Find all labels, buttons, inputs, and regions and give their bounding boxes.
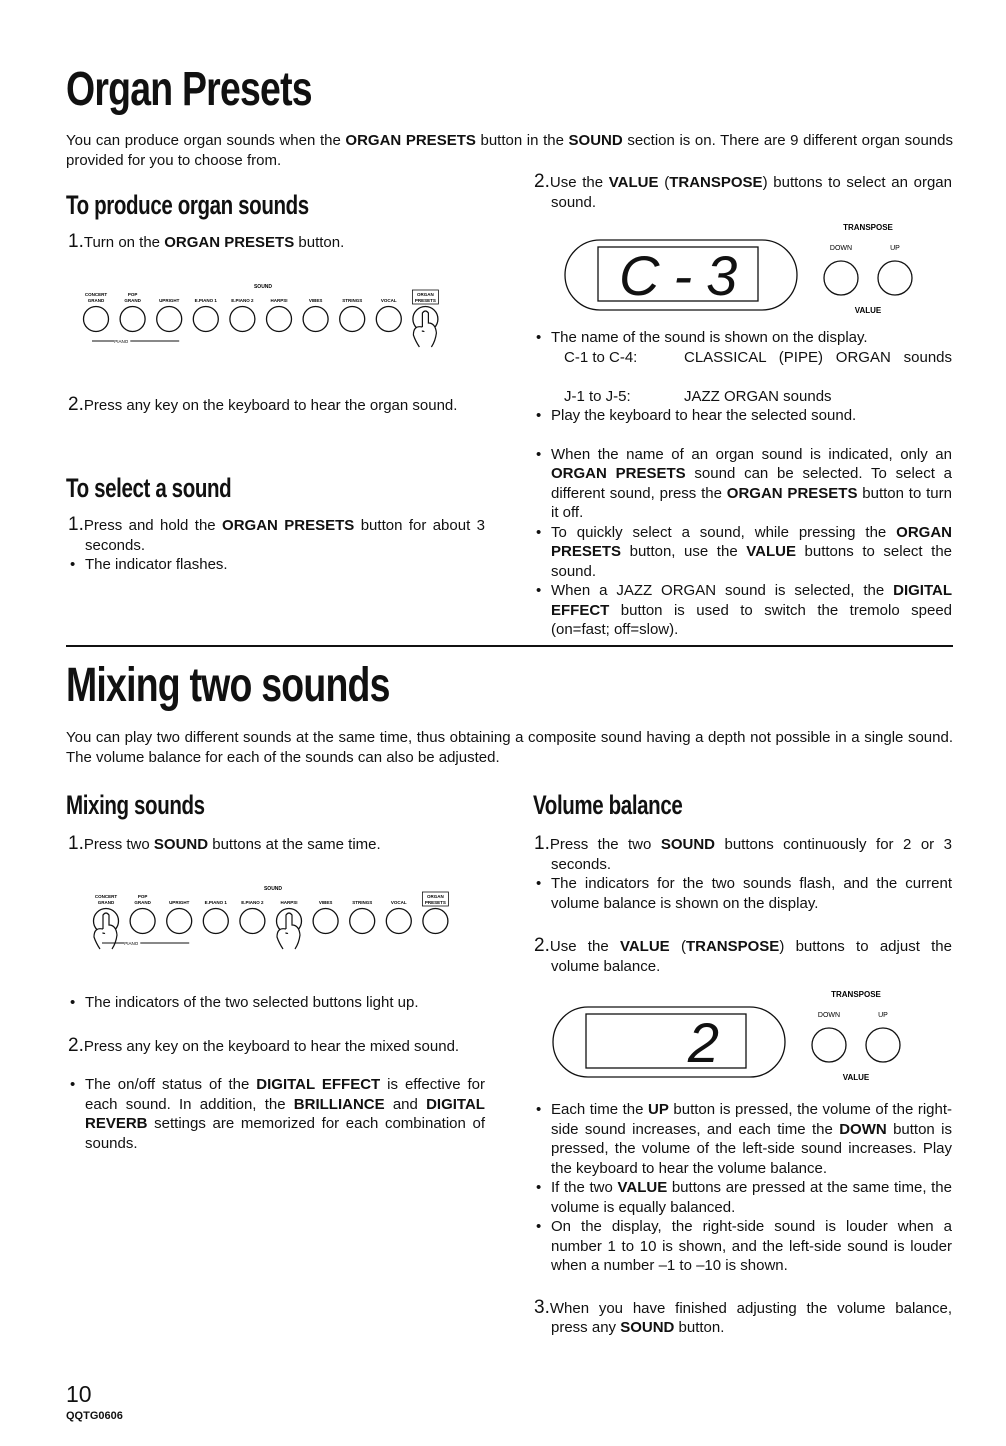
text-segment: 1. [68, 231, 84, 252]
text-segment: When a JAZZ ORGAN sound is selected, the [551, 582, 894, 599]
text-segment: The indicator flashes. [85, 556, 228, 573]
display-diagram [543, 982, 943, 1092]
bullet [534, 874, 952, 913]
button-label: E.PIANO 2 [241, 900, 264, 905]
text-segment: Press any key on the keyboard to hear the mixed sound. [83, 1037, 460, 1055]
text-segment: The on/off status of the [85, 1076, 257, 1093]
text-segment: 2. [68, 1034, 84, 1056]
text-segment: buttons are pressed at the same time, the volume is equally balanced. [551, 1179, 952, 1216]
intro-paragraph [66, 131, 953, 170]
organ-intro [66, 131, 953, 170]
down-label: DOWN [829, 245, 853, 252]
text-segment: Play the keyboard to hear the selected sound. [551, 407, 857, 424]
button-label: E.PIANO 1 [194, 298, 217, 303]
document-code: QQTG0606 [66, 1410, 123, 1422]
text-segment: Each time the [551, 1101, 649, 1118]
button-label: GRAND [134, 900, 151, 905]
text-segment: button to turn it off. [551, 484, 952, 521]
text-segment: sound can be selected. To select a different sound, press the [551, 465, 952, 502]
bullet [68, 993, 485, 1013]
button-label: PRESETS [424, 900, 446, 905]
transpose-label: TRANSPOSE [831, 990, 881, 999]
sound-buttons-diagram [80, 278, 470, 368]
text-segment: Turn on the [83, 234, 165, 251]
sound-section-label: SOUND [253, 284, 273, 290]
text-segment: is effective for each sound. In addition, the [85, 1076, 486, 1113]
sound-button-2 [157, 307, 182, 332]
sound-section-label: SOUND [263, 886, 283, 892]
text-segment: button. [294, 234, 345, 251]
text-segment: settings are memorized for each combination of sounds. [85, 1115, 485, 1152]
display-diagram [555, 215, 955, 325]
button-label: UPRIGHT [169, 900, 190, 905]
bold-term: TRANSPOSE [669, 174, 763, 191]
button-label: ORGAN [427, 894, 444, 899]
bullet [68, 555, 485, 575]
up-label: UP [890, 245, 900, 252]
bold-term: VALUE [608, 174, 659, 191]
button-label: PRESETS [414, 298, 436, 303]
text-segment: You can play two different sounds at the same time, thus obtaining a composite sound having a depth not possible in a single sound. The volume balance for each of the sounds can also be adjusted. [66, 729, 953, 766]
down-label: DOWN [817, 1012, 841, 1019]
text-segment: button is used to switch the tremolo speed (on=fast; off=slow). [551, 601, 952, 638]
text-segment: button. [674, 1319, 725, 1336]
bullet [534, 581, 952, 640]
bold-term: ORGAN PRESETS [726, 484, 858, 502]
value-down-button [812, 1028, 846, 1062]
step-3 [534, 1298, 952, 1338]
button-label: CONCERT [94, 894, 118, 899]
bold-term: SOUND [568, 132, 623, 149]
step-2 [534, 936, 952, 976]
text-segment: ( [658, 174, 670, 191]
bold-term: DOWN [839, 1120, 887, 1138]
step-1 [68, 515, 485, 555]
text-segment: buttons continuously for 2 or 3 seconds. [551, 836, 953, 873]
step-2 [68, 1036, 485, 1057]
button-label: GRAND [97, 900, 115, 905]
range-row: J-1 to J-5: JAZZ ORGAN sounds [564, 387, 832, 405]
value-down-button [824, 261, 858, 295]
page-number: 10 [66, 1381, 92, 1407]
heading-volume-balance: Volume balance [533, 790, 683, 820]
text-segment: section is on. There are 9 different organ sounds provided for you to choose from. [66, 132, 953, 169]
button-label: POP [137, 894, 148, 899]
text-segment: Press and hold the [83, 517, 223, 534]
sound-button-1 [120, 307, 145, 332]
text-segment: The name of the sound is shown on the display. [551, 329, 868, 346]
sound-button-7 [350, 909, 375, 934]
value-up-button [866, 1028, 900, 1062]
up-label: UP [878, 1012, 888, 1019]
range-row: C-1 to C-4: CLASSICAL (PIPE) ORGAN sounds [564, 348, 952, 366]
sound-buttons-diagram [92, 880, 482, 980]
text-segment: 2. [68, 394, 84, 415]
bold-term: VALUE [746, 543, 796, 560]
text-segment: Use the [549, 938, 620, 955]
button-label: CONCERT [84, 292, 108, 297]
button-label: E.PIANO 1 [204, 900, 227, 905]
sound-button-3 [193, 307, 218, 332]
button-label: UPRIGHT [159, 298, 180, 303]
text-segment: button for about 3 seconds. [85, 517, 485, 554]
bold-term: SOUND [660, 836, 716, 853]
step-1 [68, 834, 485, 855]
text-segment: ) buttons to select an organ sound. [551, 174, 952, 211]
sound-button-8 [386, 909, 411, 934]
text-segment: 1. [534, 833, 550, 854]
button-label: STRINGS [342, 298, 363, 303]
text-segment: ) buttons to adjust the volume balance. [551, 938, 952, 975]
text-segment: Press any key on the keyboard to hear the organ sound. [83, 397, 458, 414]
sound-button-2 [167, 909, 192, 934]
bold-term: VALUE [617, 1179, 668, 1196]
bold-term: SOUND [153, 836, 209, 853]
button-label: E.PIANO 2 [231, 298, 254, 303]
piano-group-label: PIANO [124, 941, 139, 946]
text-segment: On the display, the right-side sound is louder when a number 1 to 10 is shown, and the left-side sound is louder when a number –1 to –10 is shown. [551, 1218, 952, 1274]
transpose-label: TRANSPOSE [843, 223, 893, 232]
page-title-organ-presets: Organ Presets [66, 63, 312, 116]
text-segment: 1. [68, 514, 84, 535]
heading-select-sound: To select a sound [66, 473, 232, 503]
text-segment: If the two [551, 1179, 618, 1196]
bullet [534, 1178, 952, 1217]
step-1 [534, 834, 952, 874]
sound-button-7 [340, 307, 365, 332]
text-segment: Press two [83, 836, 154, 853]
text-segment: When the name of an organ sound is indicated, only an [551, 445, 952, 463]
bullet [534, 328, 952, 348]
bold-term: ORGAN PRESETS [164, 234, 295, 251]
bold-term: ORGAN PRESETS [345, 132, 476, 149]
text-segment: Press the two [549, 836, 661, 853]
button-label: GRAND [124, 298, 141, 303]
display-value: C-3 [619, 244, 752, 307]
intro-paragraph [66, 728, 953, 767]
text-segment: buttons at the same time. [208, 836, 381, 853]
sound-button-6 [313, 909, 338, 934]
value-label: VALUE [854, 306, 882, 315]
display-value: 2 [687, 1011, 733, 1074]
sound-button-9 [423, 909, 448, 934]
sound-button-4 [230, 307, 255, 332]
text-segment: When you have finished adjusting the volume balance, press any [549, 1299, 952, 1336]
heading-produce-organ-sounds: To produce organ sounds [66, 190, 309, 220]
button-label: GRAND [87, 298, 105, 303]
bold-term: UP [648, 1101, 669, 1118]
bold-term: VALUE [619, 938, 670, 955]
sound-button-4 [240, 909, 265, 934]
step-2 [534, 172, 952, 212]
sound-button-0 [84, 307, 109, 332]
text-segment: You can produce organ sounds when the [66, 132, 346, 149]
button-label: ORGAN [417, 292, 434, 297]
bold-term: ORGAN PRESETS [551, 465, 686, 482]
sound-button-5 [267, 307, 292, 332]
sound-button-1 [130, 909, 155, 934]
bold-term: DIGITAL EFFECT [256, 1076, 381, 1093]
bold-term: DIGITAL EFFECT [551, 582, 952, 619]
page-title-mixing: Mixing two sounds [66, 659, 390, 712]
sound-button-6 [303, 307, 328, 332]
bold-term: ORGAN PRESETS [551, 523, 952, 560]
text-segment: 2. [534, 171, 550, 192]
button-label: HARPSI [280, 900, 298, 905]
bullet [68, 1075, 485, 1153]
text-segment: button is pressed, the volume of the right-side sound increases, and each time the [551, 1101, 952, 1138]
text-segment: The indicators of the two selected buttons light up. [85, 994, 419, 1011]
button-label: STRINGS [352, 900, 373, 905]
section-divider [66, 645, 953, 647]
button-label: VIBES [318, 900, 333, 905]
sound-button-3 [203, 909, 228, 934]
button-label: HARPSI [270, 298, 288, 303]
bold-term: TRANSPOSE [685, 938, 780, 955]
text-segment: The indicators for the two sounds flash, and the current volume balance is shown on the display. [551, 875, 952, 912]
piano-group-label: PIANO [114, 339, 129, 344]
value-up-button [878, 261, 912, 295]
text-segment: button in the [475, 132, 569, 149]
bold-term: DIGITAL REVERB [85, 1095, 485, 1132]
bullet [534, 445, 952, 523]
text-segment: ( [669, 938, 686, 955]
text-segment: 3. [534, 1296, 550, 1318]
text-segment: buttons to select the sound. [551, 543, 953, 580]
text-segment: Use the [549, 174, 609, 191]
text-segment: button, use the [621, 543, 747, 560]
step-1 [68, 232, 485, 253]
button-label: VIBES [308, 298, 323, 303]
sound-button-8 [376, 307, 401, 332]
text-segment: and [384, 1095, 427, 1113]
step-2 [68, 395, 485, 416]
text-segment: To quickly select a sound, while pressing the [551, 523, 897, 541]
text-segment: 2. [534, 935, 550, 956]
text-segment: 1. [68, 833, 84, 854]
text-segment: button is pressed, the volume of the left-side sound increases. Play the keyboard to hear the volume balance. [551, 1120, 952, 1177]
heading-mixing-sounds: Mixing sounds [66, 790, 205, 820]
button-label: POP [127, 292, 138, 297]
value-label: VALUE [842, 1073, 870, 1082]
button-label: VOCAL [380, 298, 397, 303]
bold-term: BRILLIANCE [293, 1095, 385, 1113]
bullet [534, 1100, 952, 1178]
bold-term: ORGAN PRESETS [222, 517, 355, 534]
bullet [534, 1217, 952, 1276]
bold-term: SOUND [620, 1319, 675, 1336]
bullet [534, 406, 952, 426]
button-label: VOCAL [390, 900, 407, 905]
bullet [534, 523, 952, 582]
